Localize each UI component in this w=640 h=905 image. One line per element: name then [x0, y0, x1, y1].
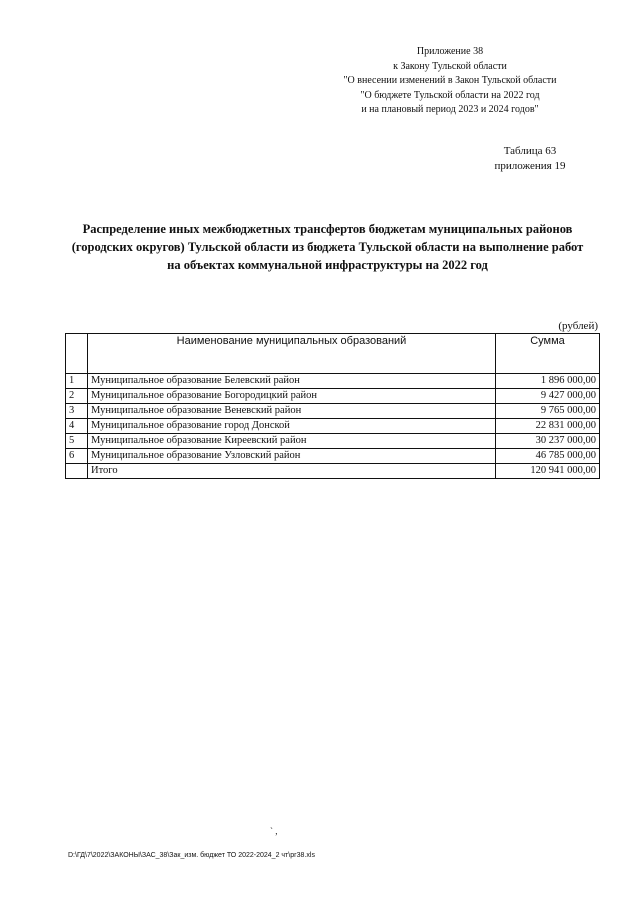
- appendix-line: "О бюджете Тульской области на 2022 год: [360, 89, 540, 101]
- appendix-line: и на плановый период 2023 и 2024 годов": [361, 104, 539, 115]
- row-num: 5: [66, 434, 88, 449]
- document-title: [50, 220, 605, 274]
- row-sum: 1 896 000,00: [496, 374, 600, 389]
- appendix-line: Приложение 38: [416, 46, 484, 57]
- total-num: [66, 464, 88, 479]
- header-sum: Сумма: [496, 334, 600, 374]
- table-header-row: [66, 334, 600, 374]
- row-name: Муниципальное образование Богородицкий район: [88, 389, 496, 404]
- row-sum: 46 785 000,00: [496, 449, 600, 464]
- table-ref-line: Таблица 63: [503, 145, 557, 157]
- table-row: [66, 374, 600, 389]
- row-sum: 22 831 000,00: [496, 419, 600, 434]
- appendix-line: "О внесении изменений в Закон Тульской области: [343, 75, 557, 86]
- title-line: Распределение иных межбюджетных трансфертов бюджетам муниципальных районов: [82, 222, 573, 236]
- table-total-row: [66, 464, 600, 479]
- row-num: 6: [66, 449, 88, 464]
- total-sum: 120 941 000,00: [496, 464, 600, 479]
- table-row: [66, 419, 600, 434]
- row-num: 2: [66, 389, 88, 404]
- row-name: Муниципальное образование Киреевский район: [88, 434, 496, 449]
- header-num: [66, 334, 88, 374]
- total-label: Итого: [88, 464, 496, 479]
- row-sum: 30 237 000,00: [496, 434, 600, 449]
- transfers-table: [65, 333, 600, 479]
- row-name: Муниципальное образование Узловский район: [88, 449, 496, 464]
- row-sum: 9 765 000,00: [496, 404, 600, 419]
- header-name: Наименование муниципальных образований: [88, 334, 496, 374]
- table-row: [66, 434, 600, 449]
- table-row: [66, 389, 600, 404]
- file-path-footer: D:\ГД\7\2022\ЗАКОНЫ\ЗАС_38\Зак_изм. бюджет ТО 2022-2024_2 чт\рг38.xls: [68, 852, 315, 859]
- row-name: Муниципальное образование Веневский район: [88, 404, 496, 419]
- table-row: [66, 404, 600, 419]
- table-row: [66, 449, 600, 464]
- row-num: 4: [66, 419, 88, 434]
- row-name: Муниципальное образование город Донской: [88, 419, 496, 434]
- units-label: (рублей): [558, 320, 598, 332]
- appendix-reference: [300, 45, 600, 118]
- row-num: 1: [66, 374, 88, 389]
- row-name: Муниципальное образование Белевский район: [88, 374, 496, 389]
- row-sum: 9 427 000,00: [496, 389, 600, 404]
- title-line: (городских округов) Тульской области из бюджета Тульской области на выполнение работ: [71, 240, 584, 254]
- row-num: 3: [66, 404, 88, 419]
- table-ref-line: приложения 19: [494, 160, 566, 172]
- pen-mark: ` ,: [270, 826, 278, 836]
- table-reference: [470, 144, 590, 174]
- appendix-line: к Закону Тульской области: [393, 60, 507, 72]
- title-line: на объектах коммунальной инфраструктуры на 2022 год: [167, 258, 488, 272]
